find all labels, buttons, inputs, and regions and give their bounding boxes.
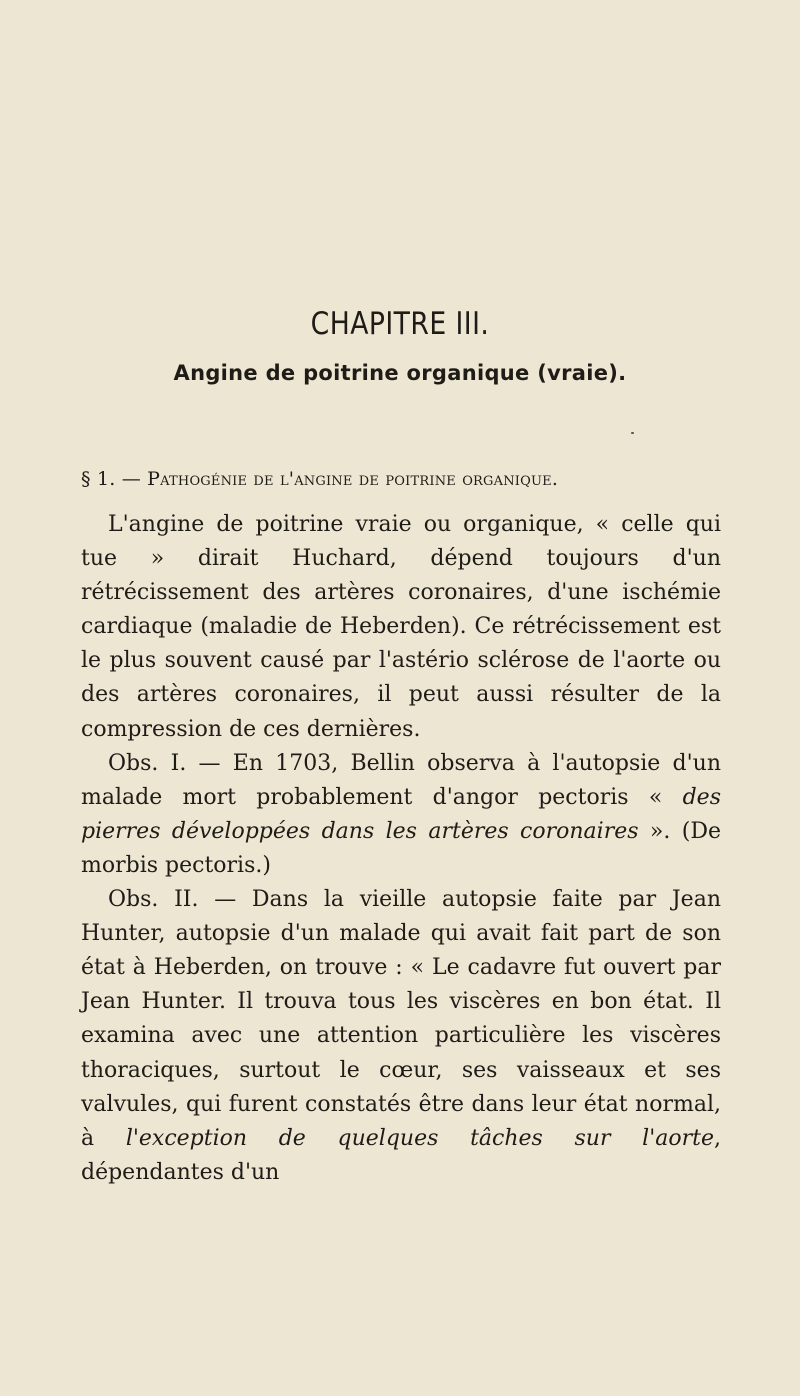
paragraph-2-end: ». (De morbis pectoris.): [81, 818, 721, 878]
section-title: Pathogénie de l'angine de poitrine organique.: [147, 468, 559, 490]
chapter-title: CHAPITRE III.: [310, 306, 490, 342]
paragraph-3: [81, 883, 721, 1190]
print-speck: [631, 432, 634, 434]
paragraph-3-end: , dépendantes d'un: [81, 1125, 722, 1185]
paragraph-2: [81, 747, 721, 883]
body-text: [81, 508, 721, 1190]
paragraph-2-italic: des pierres développées dans les artères coronaires: [81, 784, 721, 844]
paragraph-2-start: Obs. I. — En 1703, Bellin observa à l'autopsie d'un malade mort probablement d'angor pectoris «: [81, 750, 721, 810]
paragraph-3-start: Obs. II. — Dans la vieille autopsie faite par Jean Hunter, autopsie d'un malade qui avait fait part de son état à Heberden, on trouve : « Le cadavre fut ouvert par Jean Hunter. Il trouva tous les viscères en bon état. Il examina avec une attention particulière les viscères thoraciques, surtout le cœur, ses vaisseaux et ses valvules, qui furent constatés être dans leur état normal, à: [81, 887, 721, 1151]
section-number: § 1. —: [81, 468, 141, 490]
section-heading: [81, 468, 558, 490]
paragraph-1: L'angine de poitrine vraie ou organique, « celle qui tue » dirait Huchard, dépend toujours d'un rétrécissement des artères coronaires, d'une ischémie cardiaque (maladie de Heberden). Ce rétrécissement est le plus souvent causé par l'astério sclérose de l'aorte ou des artères coronaires, il peut aussi résulter de la compression de ces dernières.: [81, 512, 721, 742]
chapter-subtitle: Angine de poitrine organique (vraie).: [173, 361, 627, 385]
paragraph-3-italic: l'exception de quelques tâches sur l'aorte: [125, 1125, 715, 1151]
